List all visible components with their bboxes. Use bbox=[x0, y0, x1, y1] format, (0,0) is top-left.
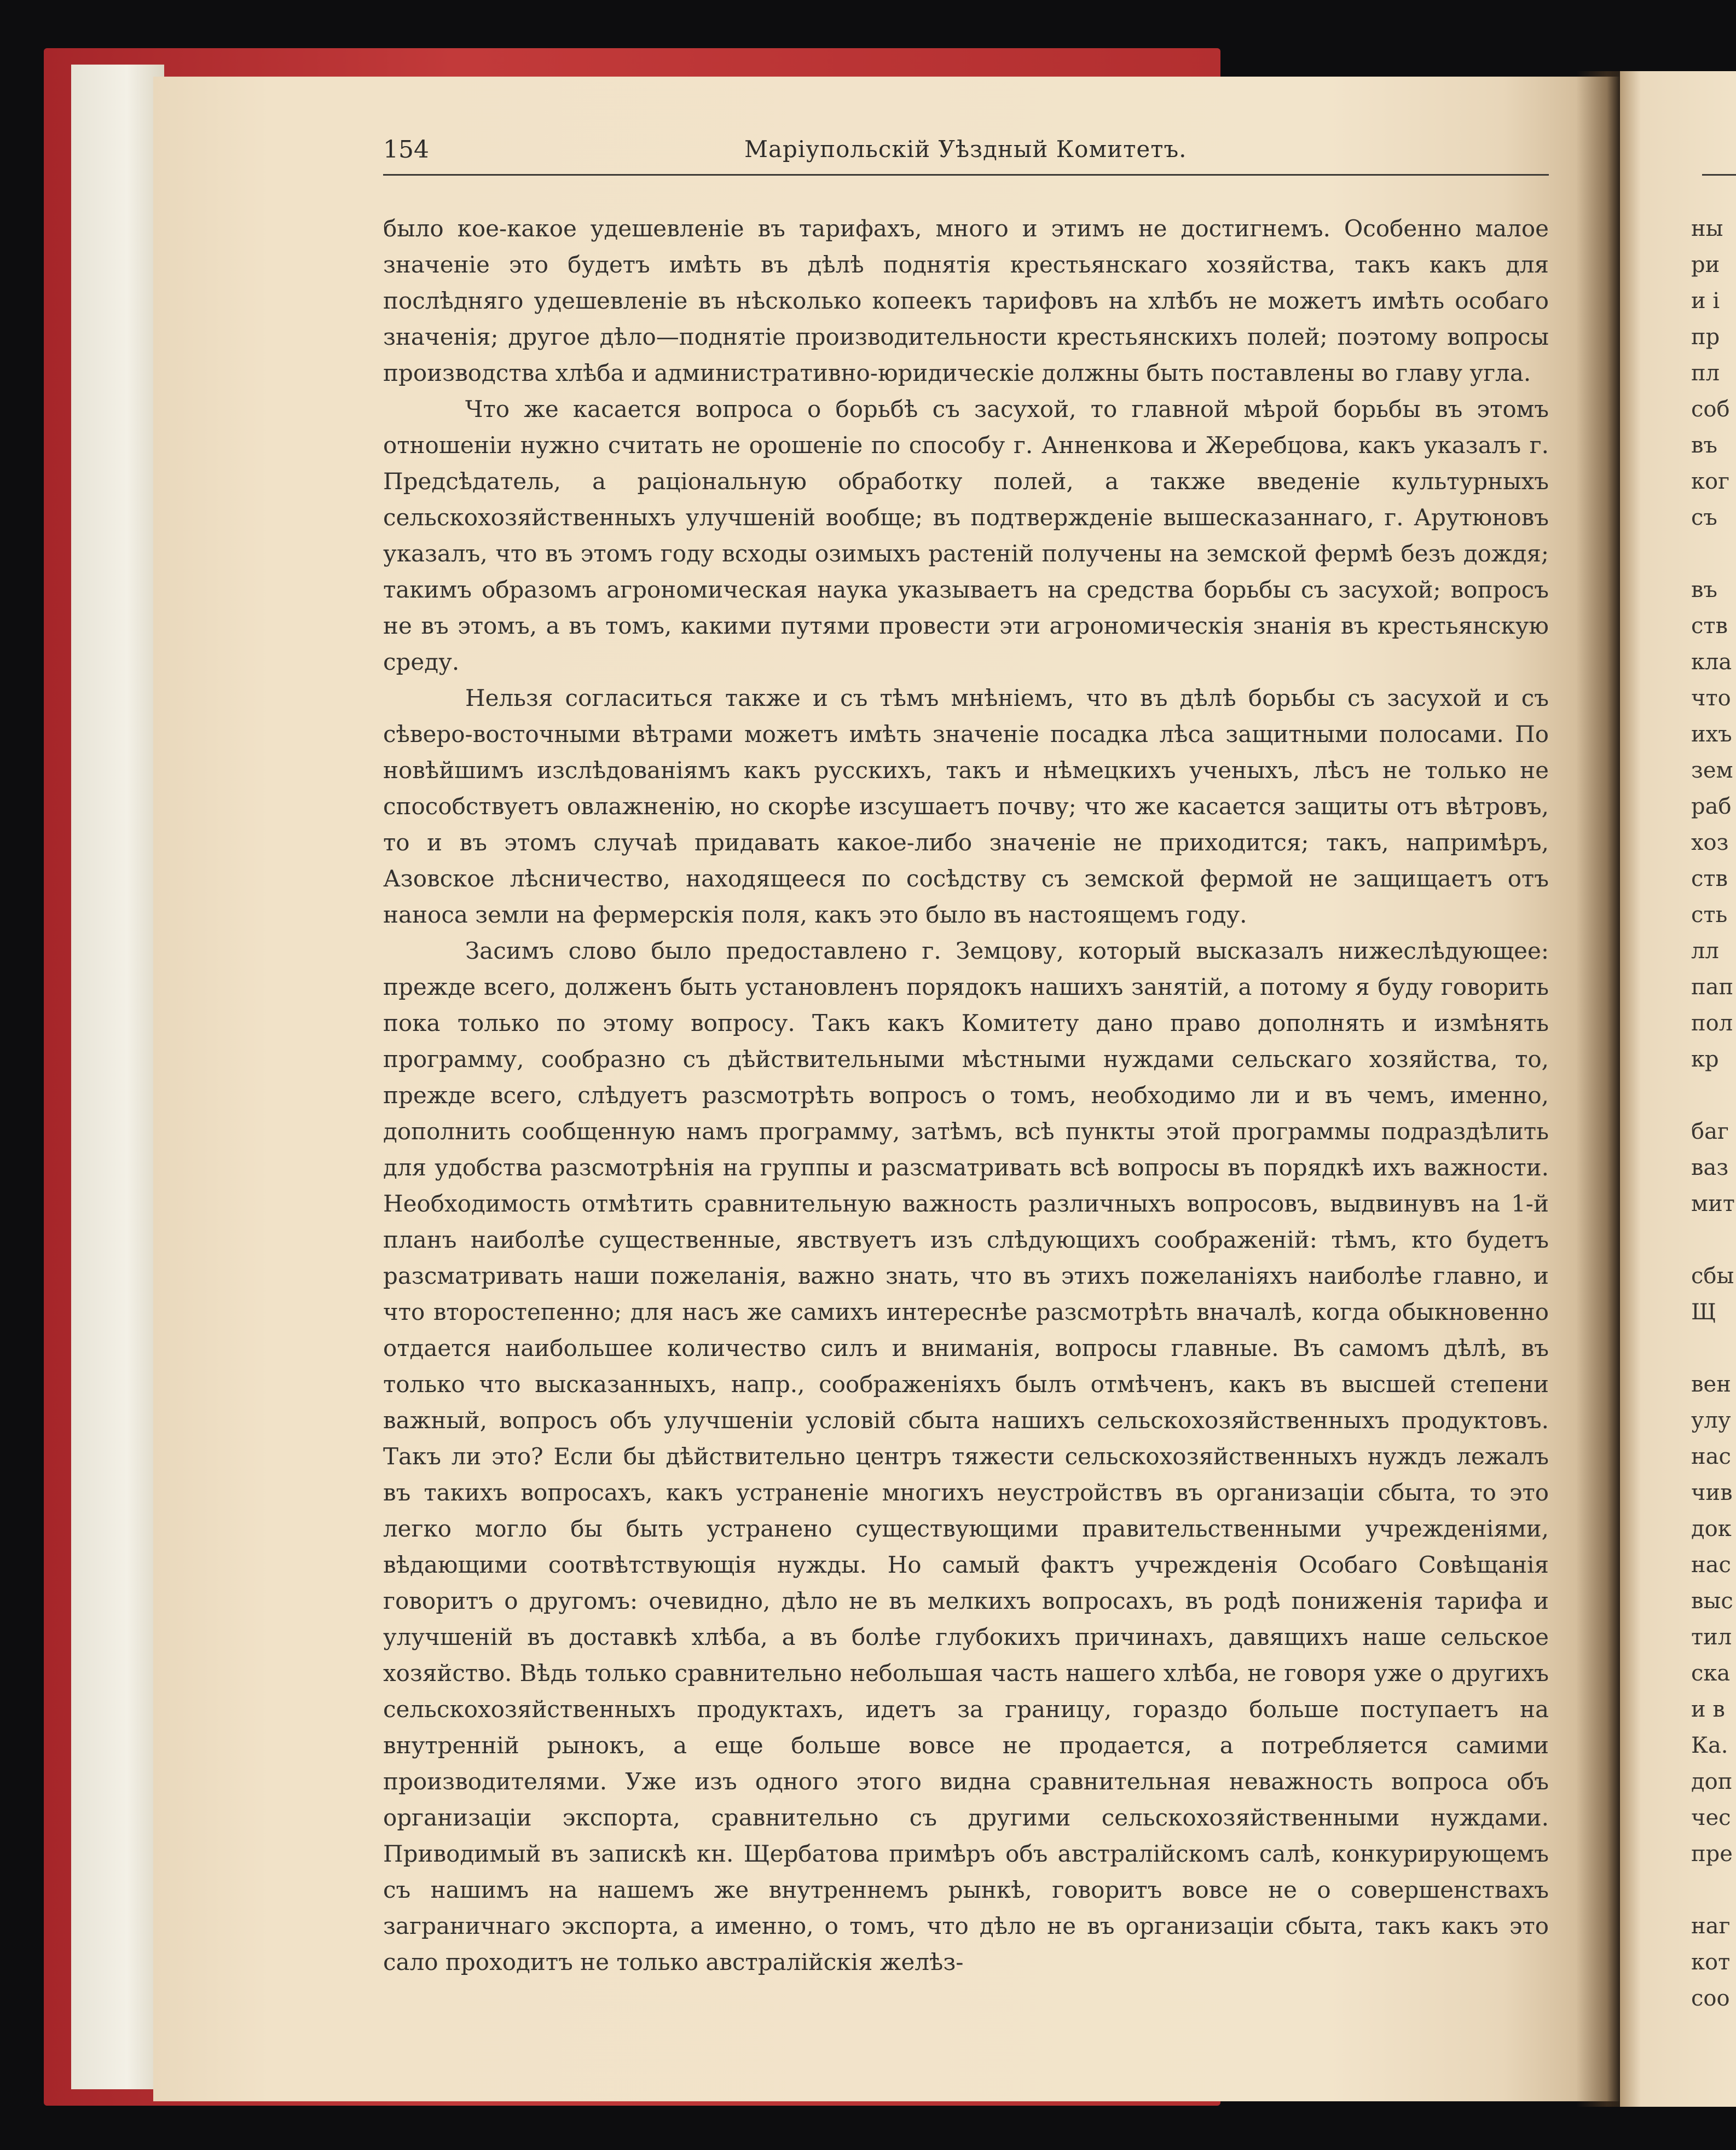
paragraph-2: Что же касается вопроса о борьбѣ съ засухой, то главной мѣрой борьбы въ этомъ отношеніи нужно считать не орошеніе по способу г. Анненкова и Жеребцова, какъ указалъ г. Предсѣдатель, а раціональную обработку полей, а также введеніе культурныхъ сельскохозяйственныхъ улучшеній вообще; въ подтвержденіе вышесказаннаго, г. Арутюновъ указалъ, что въ этомъ году всходы озимыхъ растеній получены на земской фермѣ безъ дождя; такимъ образомъ агрономическая наука указываетъ на средства борьбы съ засухой; вопросъ не въ этомъ, а въ томъ, какими путями провести эти агрономическія знанія въ крестьянскую среду. bbox=[383, 396, 1549, 675]
facing-page-fragment: соб bbox=[1691, 397, 1730, 422]
facing-page-fragment: соо bbox=[1691, 1986, 1730, 2011]
paragraph-1: было кое-какое удешевленіе въ тарифахъ, много и этимъ не достигнемъ. Особенно малое значеніе это будетъ имѣть въ дѣлѣ поднятія крестьянскаго хозяйства, такъ какъ для послѣдняго удешевленіе въ нѣсколько копеекъ тарифовъ на хлѣбъ не можетъ имѣть особаго значенія; другое дѣло—поднятіе производительности крестьянскихъ полей; поэтому вопросы производства хлѣба и административно-юридическіе должны быть поставлены во главу угла. bbox=[383, 215, 1549, 386]
facing-page-fragment: кр bbox=[1691, 1047, 1719, 1072]
facing-page-fragment bbox=[1691, 1222, 1735, 1258]
facing-page-fragment: кот bbox=[1691, 1950, 1731, 1975]
paragraph-3: Нельзя согласиться также и съ тѣмъ мнѣніемъ, что въ дѣлѣ борьбы съ засухой и съ сѣверо-восточными вѣтрами можетъ имѣть значеніе посадка лѣса защитными полосами. По новѣйшимъ изслѣдованіямъ какъ русскихъ, такъ и нѣмецкихъ ученыхъ, лѣсъ не только не способствуетъ овлажненію, но скорѣе изсушаетъ почву; что же касается защиты отъ вѣтровъ, то и въ этомъ случаѣ придавать какое-либо значеніе не приходится; такъ, напримѣръ, Азовское лѣсничество, находящееся по сосѣдству съ земской фермой не защищаетъ отъ наноса земли на фермерскія поля, какъ это было въ настоящемъ году. bbox=[383, 685, 1549, 928]
facing-page-fragment: ихъ bbox=[1691, 722, 1732, 747]
facing-page-fragment: док bbox=[1691, 1516, 1732, 1541]
facing-page-fragment: чес bbox=[1691, 1805, 1731, 1830]
facing-page-fragment: доп bbox=[1691, 1769, 1733, 1794]
facing-page-fragment: лл bbox=[1691, 938, 1719, 964]
facing-page-fragment bbox=[1691, 1330, 1735, 1366]
facing-page-fragment: тил bbox=[1691, 1625, 1732, 1650]
facing-page-fragment: въ bbox=[1691, 433, 1717, 458]
facing-page-fragment: ска bbox=[1691, 1661, 1731, 1686]
facing-page-fragment: и в bbox=[1691, 1697, 1725, 1722]
page-header bbox=[383, 136, 1549, 176]
facing-page-text bbox=[1691, 211, 1735, 2016]
facing-page-fragment: зем bbox=[1691, 758, 1733, 783]
facing-page-fragment: раб bbox=[1691, 794, 1732, 819]
facing-page-fragment: ри bbox=[1691, 252, 1720, 277]
facing-page-fragment: пол bbox=[1691, 1011, 1733, 1036]
facing-page-fragment: ваз bbox=[1691, 1155, 1729, 1180]
facing-page-fragment: Ка. bbox=[1691, 1733, 1728, 1758]
facing-page-fragment: ког bbox=[1691, 469, 1730, 494]
facing-page-fragment: что bbox=[1691, 686, 1731, 711]
paragraph-4: Засимъ слово было предоставлено г. Земцову, который высказалъ нижеслѣдующее: прежде всего, долженъ быть установленъ порядокъ нашихъ занятій, а потому я буду говорить пока только по этому вопросу. Такъ какъ Комитету дано право дополнять и измѣнять программу, сообразно съ дѣйствительными мѣстными нуждами сельскаго хозяйства, то, прежде всего, слѣдуетъ разсмотрѣть вопросъ о томъ, необходимо ли и въ чемъ, именно, дополнить сообщенную намъ программу, затѣмъ, всѣ пункты этой программы подраздѣлить для удобства разсмотрѣнія на группы и разсматривать всѣ вопросы въ порядкѣ ихъ важности. Необходимость отмѣтить сравнительную важность различныхъ вопросовъ, выдвинувъ на 1-й планъ наиболѣе существенные, явствуетъ изъ слѣдующихъ соображеній: тѣмъ, кто будетъ разсматривать наши пожеланія, важно знать, что въ этихъ пожеланіяхъ наиболѣе главно, и что второстепенно; для насъ же самихъ интереснѣе разсмотрѣть вначалѣ, когда обыкновенно отдается наибольшее количество силъ и вниманія, вопросы главные. Въ самомъ дѣлѣ, въ только что высказанныхъ, напр., соображеніяхъ былъ отмѣченъ, какъ въ высшей степени важный, вопросъ объ улучшеніи условій сбыта нашихъ сельскохозяйственныхъ продуктовъ. Такъ ли это? Если бы дѣйствительно центръ тяжести сельскохозяйственныхъ нуждъ лежалъ въ такихъ вопросахъ, какъ устраненіе многихъ неустройствъ въ организаціи сбыта, то это легко могло бы быть устранено существующими правительственными учрежденіями, вѣдающими соотвѣтствующія нужды. Но самый фактъ учрежденія Особаго Совѣщанія говоритъ о другомъ: очевидно, дѣло не въ мелкихъ вопросахъ, въ родѣ пониженія тарифа и улучшеній въ доставкѣ хлѣба, а въ болѣе глубокихъ причинахъ, давящихъ наше сельское хозяйство. Вѣдь только сравнительно небольшая часть нашего хлѣба, не говоря уже о другихъ сельскохозяйственныхъ продуктахъ, идетъ за границу, гораздо больше поступаетъ на внутренній рынокъ, а еще больше вовсе не продается, а потребляется самими производителями. Уже изъ одного этого видна сравнительная неважность вопроса объ организаціи экспорта, сравнительно съ другими сельскохозяйственными нуждами. Приводимый въ запискѣ кн. Щербатова примѣръ объ австралійскомъ салѣ, конкурирующемъ съ нашимъ на нашемъ же внутреннемъ рынкѣ, говоритъ вовсе не о совершенствахъ заграничнаго экспорта, а именно, о томъ, что дѣло не въ организаціи сбыта, такъ какъ это сало проходитъ не только австралійскія желѣз- bbox=[383, 937, 1549, 1975]
page-number: 154 bbox=[383, 136, 429, 164]
facing-page-fragment: вен bbox=[1691, 1372, 1731, 1397]
facing-page-fragment: въ bbox=[1691, 577, 1717, 602]
facing-page-fragment bbox=[1691, 1077, 1735, 1114]
facing-page-fragment bbox=[1691, 536, 1735, 572]
book-gutter bbox=[1576, 71, 1620, 2107]
facing-page-fragment: пре bbox=[1691, 1841, 1733, 1867]
facing-page-fragment bbox=[1691, 1872, 1735, 1908]
facing-page-fragment: выс bbox=[1691, 1589, 1733, 1614]
facing-page-fragment: чив bbox=[1691, 1480, 1733, 1505]
page-body bbox=[383, 211, 1549, 1980]
facing-page-fragment: мит bbox=[1691, 1191, 1735, 1216]
facing-page-fragment: наг bbox=[1691, 1914, 1731, 1939]
facing-page-fragment: ств bbox=[1691, 613, 1728, 639]
facing-page-fragment: и і bbox=[1691, 288, 1720, 314]
facing-page-fragment: нас bbox=[1691, 1444, 1731, 1469]
facing-page-fragment: хоз bbox=[1691, 830, 1729, 855]
facing-page-fragment: пр bbox=[1691, 324, 1720, 350]
facing-page-fragment: баг bbox=[1691, 1119, 1729, 1144]
facing-page-rule bbox=[1702, 174, 1736, 176]
facing-page-fragment: пап bbox=[1691, 975, 1734, 1000]
facing-page-fragment: ств bbox=[1691, 866, 1728, 891]
page-edges bbox=[71, 65, 164, 2089]
facing-page-fragment: кла bbox=[1691, 650, 1732, 675]
facing-page-fragment: Щ bbox=[1691, 1300, 1716, 1325]
facing-page-fragment: сбы bbox=[1691, 1264, 1734, 1289]
facing-page-fragment: нас bbox=[1691, 1552, 1731, 1578]
facing-page-fragment: съ bbox=[1691, 505, 1717, 530]
running-title: Маріупольскій Уѣздный Комитетъ. bbox=[744, 136, 1187, 163]
facing-page-fragment: улу bbox=[1691, 1408, 1731, 1433]
facing-page-fragment: пл bbox=[1691, 361, 1720, 386]
facing-page-fragment: сть bbox=[1691, 902, 1728, 928]
facing-page-fragment: ны bbox=[1691, 216, 1723, 241]
